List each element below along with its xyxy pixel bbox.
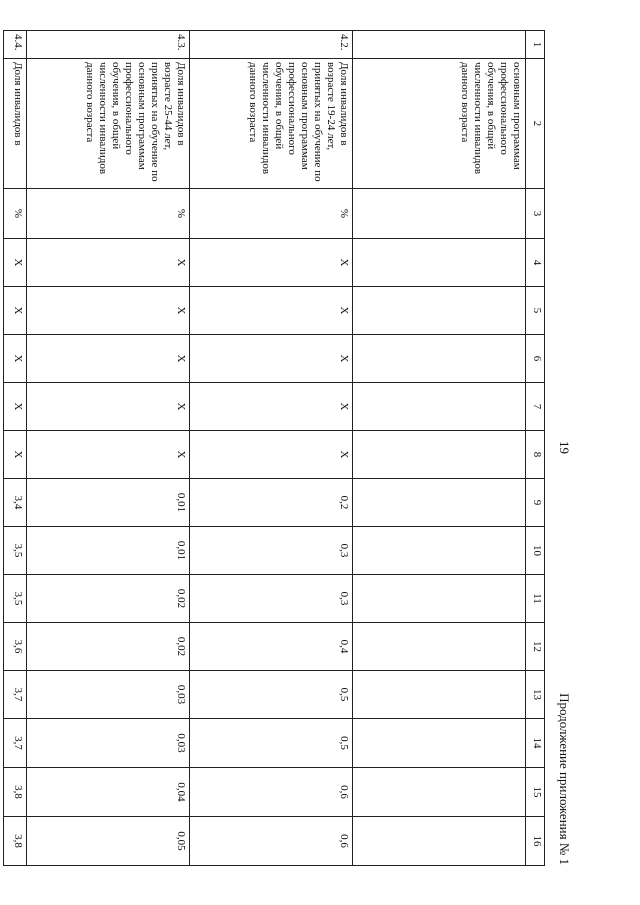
table-cell bbox=[353, 431, 526, 479]
header-cell: 2 bbox=[526, 59, 545, 189]
table-cell: 0,02 bbox=[27, 575, 190, 623]
table-cell: 3,6 bbox=[4, 623, 27, 671]
rotated-page bbox=[12, 30, 580, 865]
table-cell: % bbox=[190, 189, 353, 239]
row-number: 4.4. bbox=[4, 31, 27, 59]
table-cell: 3,7 bbox=[4, 719, 27, 768]
table-cell: 0,4 bbox=[190, 623, 353, 671]
indicator-name: Доля инвалидов в bbox=[4, 59, 27, 189]
table-cell bbox=[353, 768, 526, 817]
table-cell: X bbox=[4, 287, 27, 335]
table-cell: 0,01 bbox=[27, 479, 190, 527]
table-cell: 0,02 bbox=[27, 623, 190, 671]
table-cell: X bbox=[27, 287, 190, 335]
header-cell: 9 bbox=[526, 479, 545, 527]
table-cell bbox=[353, 817, 526, 866]
header-cell: 8 bbox=[526, 431, 545, 479]
table-cell: 0,6 bbox=[190, 768, 353, 817]
header-cell: 13 bbox=[526, 671, 545, 719]
table-cell: 0,5 bbox=[190, 719, 353, 768]
table-cell: 3,5 bbox=[4, 575, 27, 623]
row-number: 4.2. bbox=[190, 31, 353, 59]
table-cell: % bbox=[27, 189, 190, 239]
table-cell: X bbox=[27, 431, 190, 479]
header-row bbox=[526, 31, 545, 866]
header-cell: 14 bbox=[526, 719, 545, 768]
table-cell bbox=[353, 335, 526, 383]
table-cell: X bbox=[190, 239, 353, 287]
table-cell bbox=[353, 479, 526, 527]
header-cell: 15 bbox=[526, 768, 545, 817]
table-cell bbox=[353, 719, 526, 768]
table-cell: 0,03 bbox=[27, 671, 190, 719]
table-cell bbox=[353, 623, 526, 671]
table-cell: 0,03 bbox=[27, 719, 190, 768]
table-cell: X bbox=[190, 383, 353, 431]
table-cell bbox=[353, 189, 526, 239]
header-cell: 7 bbox=[526, 383, 545, 431]
table-cell: 3,8 bbox=[4, 817, 27, 866]
header-cell: 3 bbox=[526, 189, 545, 239]
header-cell: 4 bbox=[526, 239, 545, 287]
table-cell: X bbox=[190, 287, 353, 335]
header-cell: 10 bbox=[526, 527, 545, 575]
table-cell: 3,4 bbox=[4, 479, 27, 527]
table-cell: 0,3 bbox=[190, 527, 353, 575]
table-cell: X bbox=[4, 239, 27, 287]
table-cell: 3,8 bbox=[4, 768, 27, 817]
table-cell: 0,01 bbox=[27, 527, 190, 575]
table-cell: X bbox=[4, 383, 27, 431]
continuation-title: Продолжение приложения № 1 bbox=[557, 693, 572, 865]
table-cell: 0,5 bbox=[190, 671, 353, 719]
table-row bbox=[190, 31, 353, 866]
header-cell: 6 bbox=[526, 335, 545, 383]
header-cell: 5 bbox=[526, 287, 545, 335]
table-cell: X bbox=[4, 335, 27, 383]
table-cell: 3,7 bbox=[4, 671, 27, 719]
row-number: 4.3. bbox=[27, 31, 190, 59]
table-cell bbox=[353, 287, 526, 335]
indicator-name: основным программам профессионального обучения, в общей численности инвалидов данного возраста bbox=[353, 59, 526, 189]
header-cell: 16 bbox=[526, 817, 545, 866]
table-cell bbox=[353, 527, 526, 575]
table-cell: 0,05 bbox=[27, 817, 190, 866]
page-number: 19 bbox=[557, 441, 572, 454]
table-row bbox=[353, 31, 526, 866]
table-cell bbox=[353, 239, 526, 287]
table-cell: X bbox=[27, 335, 190, 383]
indicator-name: Доля инвалидов в возрасте 25-44 лет, принятых на обучение по основным программам профессионального обучения, в общей численности инвалидов данного возраста bbox=[27, 59, 190, 189]
table-cell: 0,2 bbox=[190, 479, 353, 527]
table-cell: X bbox=[4, 431, 27, 479]
table-cell: X bbox=[190, 431, 353, 479]
header-cell: 12 bbox=[526, 623, 545, 671]
table-cell bbox=[353, 671, 526, 719]
table-cell: % bbox=[4, 189, 27, 239]
indicator-name: Доля инвалидов в возрасте 19-24 лет, принятых на обучение по основным программам профессионального обучения, в общей численности инвалидов данного возраста bbox=[190, 59, 353, 189]
table-cell: X bbox=[27, 239, 190, 287]
table-cell: 0,04 bbox=[27, 768, 190, 817]
table-cell: X bbox=[190, 335, 353, 383]
table-cell: X bbox=[27, 383, 190, 431]
table-cell: 0,6 bbox=[190, 817, 353, 866]
table-row bbox=[4, 31, 27, 866]
header-cell: 11 bbox=[526, 575, 545, 623]
table-row bbox=[27, 31, 190, 866]
data-table bbox=[3, 30, 545, 866]
table-cell: 3,5 bbox=[4, 527, 27, 575]
header-cell: 1 bbox=[526, 31, 545, 59]
table-cell bbox=[353, 383, 526, 431]
table-cell: 0,3 bbox=[190, 575, 353, 623]
table-cell bbox=[353, 575, 526, 623]
row-number bbox=[353, 31, 526, 59]
